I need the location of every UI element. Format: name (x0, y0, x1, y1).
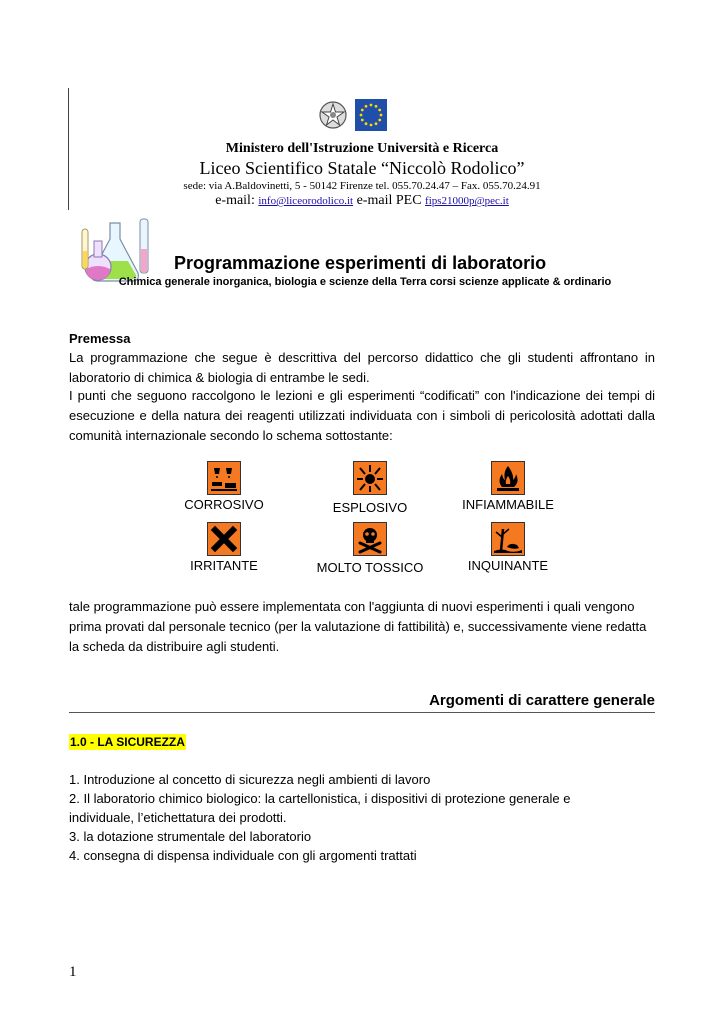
lab-glassware-icon (80, 215, 160, 285)
label-irritante: IRRITANTE (190, 558, 258, 573)
list-item: 2. Il laboratorio chimico biologico: la cartellonistica, i dispositivi di protezione generale e individuale, l’etichettatura dei prodotti. (69, 791, 571, 825)
premessa-paragraph-1: La programmazione che segue è descrittiva del percorso didattico che gli studenti affrontano in laboratorio di chimica & biologia di entrambe le sedi. (69, 350, 655, 385)
toxic-icon (353, 522, 387, 556)
pec-link[interactable]: fips21000p@pec.it (425, 195, 509, 207)
email-link[interactable]: info@liceorodolico.it (258, 195, 354, 207)
label-molto-tossico: MOLTO TOSSICO (316, 560, 424, 575)
topic-heading: 1.0 - LA SICUREZZA (70, 735, 185, 749)
italy-emblem-icon (318, 99, 348, 131)
environment-hazard-icon (491, 522, 525, 556)
topic-list (69, 770, 655, 865)
section-divider (69, 712, 655, 713)
flammable-icon (491, 461, 525, 495)
page-number: 1 (69, 964, 77, 980)
label-inquinante: INQUINANTE (467, 558, 549, 573)
contacts-line (0, 193, 724, 209)
school-name: Liceo Scientifico Statale “Niccolò Rodolico” (199, 158, 525, 178)
list-item: 4. consegna di dispensa individuale con gli argomenti trattati (69, 848, 417, 863)
premessa-paragraph-2: I punti che seguono raccolgono le lezioni e gli esperimenti “codificati” con l'indicazione dei tempi di esecuzione e della natura dei reagenti utilizzati individuata con i simboli di pericolosità adottati dalla comunità internazionale secondo lo schema sottostante: (69, 388, 655, 443)
explosive-icon (353, 461, 387, 495)
label-corrosivo: CORROSIVO (184, 497, 264, 512)
list-item: 3. la dotazione strumentale del laboratorio (69, 829, 312, 844)
eu-flag-icon (355, 99, 387, 131)
page-subtitle: Chimica generale inorganica, biologia e scienze della Terra corsi scienze applicate & ordinario (118, 276, 612, 288)
school-address: sede: via A.Baldovinetti, 5 - 50142 Firenze tel. 055.70.24.47 – Fax. 055.70.24.91 (183, 180, 541, 192)
ministry-line: Ministero dell'Istruzione Università e Ricerca (225, 141, 499, 156)
section-heading: Argomenti di carattere generale (429, 692, 655, 709)
email-label: e-mail: (215, 193, 255, 208)
pec-label: e-mail PEC (356, 193, 422, 208)
label-infiammabile: INFIAMMABILE (462, 497, 554, 512)
page-title: Programmazione esperimenti di laboratorio (174, 253, 547, 273)
irritant-icon (207, 522, 241, 556)
label-esplosivo: ESPLOSIVO (332, 500, 408, 515)
list-item: 1. Introduzione al concetto di sicurezza negli ambienti di lavoro (69, 772, 431, 787)
premessa-heading: Premessa (69, 331, 131, 346)
corrosive-icon (207, 461, 241, 495)
implementation-paragraph: tale programmazione può essere implementata con l'aggiunta di nuovi esperimenti i quali vengono prima provati dal personale tecnico (per la valutazione di fattibilità) e, successivamente viene redatta la scheda da distribuire agli studenti. (69, 599, 647, 654)
